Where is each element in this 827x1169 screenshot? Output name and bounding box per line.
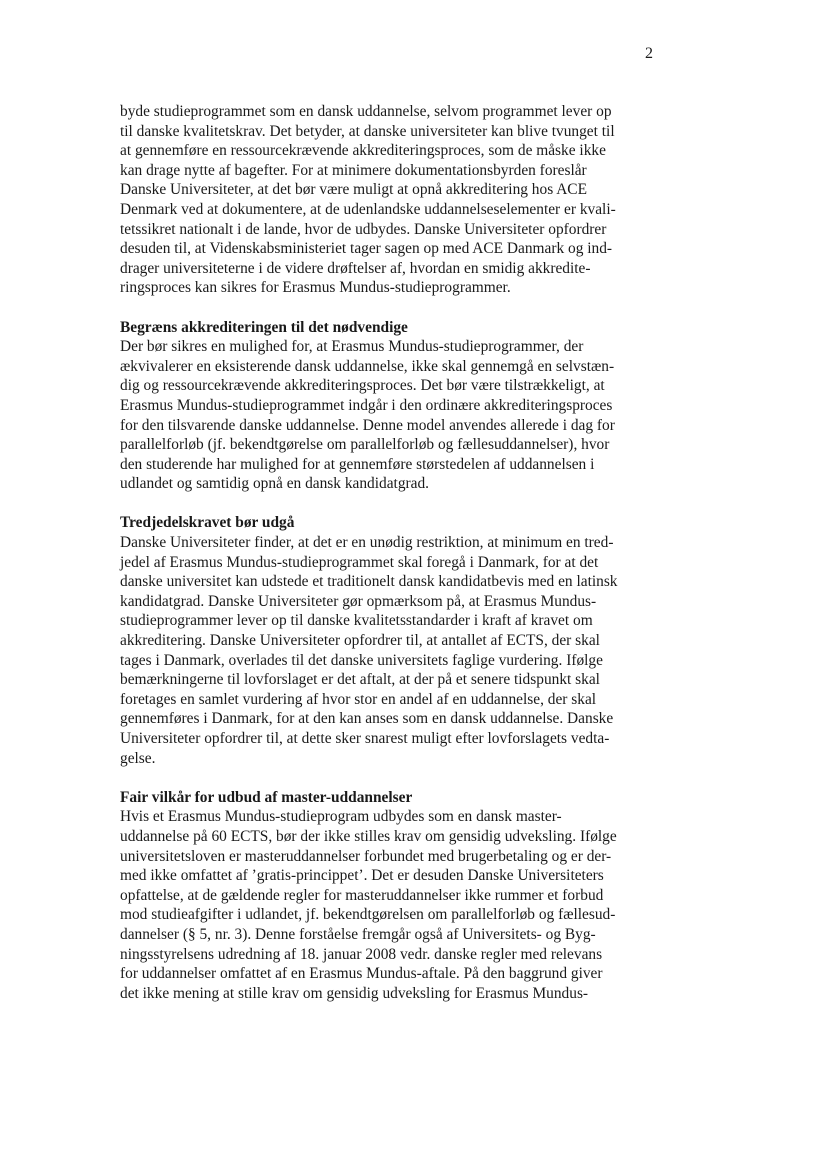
section-tredjedelskravet bbox=[120, 513, 665, 768]
text-line: at gennemføre en ressourcekrævende akkrediteringsproces, som de måske ikke bbox=[120, 142, 606, 160]
text-line: Denmark ved at dokumentere, at de udenlandske uddannelseselementer er kvali- bbox=[120, 200, 616, 218]
text-line: for uddannelser omfattet af en Erasmus Mundus-aftale. På den baggrund giver bbox=[120, 965, 603, 983]
page-number: 2 bbox=[645, 45, 653, 62]
section-heading: Begræns akkrediteringen til det nødvendige bbox=[120, 318, 408, 336]
text-line: drager universiteterne i de videre drøftelser af, hvordan en smidig akkredite- bbox=[120, 259, 591, 277]
text-line: kandidatgrad. Danske Universiteter gør opmærksom på, at Erasmus Mundus- bbox=[120, 592, 597, 610]
text-line: udlandet og samtidig opnå en dansk kandidatgrad. bbox=[120, 475, 430, 493]
text-line: for den tilsvarende danske uddannelse. Denne model anvendes allerede i dag for bbox=[120, 416, 615, 434]
text-line: parallelforløb (jf. bekendtgørelse om parallelforløb og fællesuddannelser), hvor bbox=[120, 436, 610, 454]
text-line: Hvis et Erasmus Mundus-studieprogram udbydes som en dansk master- bbox=[120, 808, 562, 826]
text-line: Der bør sikres en mulighed for, at Erasmus Mundus-studieprogrammer, der bbox=[120, 338, 584, 356]
text-line: desuden til, at Videnskabsministeriet tager sagen op med ACE Danmark og ind- bbox=[120, 240, 613, 258]
section-master-uddannelser bbox=[120, 788, 665, 1004]
text-line: Danske Universiteter finder, at det er en unødig restriktion, at minimum en tred- bbox=[120, 534, 614, 552]
text-line: dannelser (§ 5, nr. 3). Denne forståelse fremgår også af Universitets- og Byg- bbox=[120, 925, 596, 943]
text-line: mod studieafgifter i udlandet, jf. bekendtgørelsen om parallelforløb og fællesud- bbox=[120, 906, 616, 924]
text-line: gelse. bbox=[120, 749, 156, 767]
text-line: bemærkningerne til lovforslaget er det aftalt, at der på et senere tidspunkt skal bbox=[120, 671, 600, 689]
text-line: det ikke mening at stille krav om gensidig udveksling for Erasmus Mundus- bbox=[120, 984, 589, 1002]
section-heading: Tredjedelskravet bør udgå bbox=[120, 514, 295, 532]
text-line: ækvivalerer en eksisterende dansk uddannelse, ikke skal gennemgå en selvstæn- bbox=[120, 357, 615, 375]
text-line: jedel af Erasmus Mundus-studieprogrammet skal foregå i Danmark, for at det bbox=[120, 553, 599, 571]
text-line: studieprogrammer lever op til danske kvalitetsstandarder i kraft af kravet om bbox=[120, 612, 593, 630]
text-line: byde studieprogrammet som en dansk uddannelse, selvom programmet lever op bbox=[120, 103, 612, 120]
text-line: Danske Universiteter, at det bør være muligt at opnå akkreditering hos ACE bbox=[120, 181, 587, 199]
text-line: tages i Danmark, overlades til det danske universitets faglige vurdering. Ifølge bbox=[120, 651, 603, 669]
text-line: ningsstyrelsens udredning af 18. januar 2008 vedr. danske regler med relevans bbox=[120, 945, 603, 963]
text-line: gennemføres i Danmark, for at den kan anses som en dansk uddannelse. Danske bbox=[120, 710, 614, 728]
text-line: den studerende har mulighed for at gennemføre størstedelen af uddannelsen i bbox=[120, 455, 595, 473]
text-line: foretages en samlet vurdering af hvor stor en andel af en uddannelse, der skal bbox=[120, 690, 597, 708]
text-line: akkreditering. Danske Universiteter opfordrer til, at antallet af ECTS, der skal bbox=[120, 632, 600, 650]
text-line: Erasmus Mundus-studieprogrammet indgår i den ordinære akkrediteringsproces bbox=[120, 396, 613, 414]
text-line: kan drage nytte af bagefter. For at minimere dokumentationsbyrden foreslår bbox=[120, 161, 587, 179]
text-line: dig og ressourcekrævende akkrediteringsproces. Det bør være tilstrækkeligt, at bbox=[120, 377, 605, 395]
text-line: tetssikret nationalt i de lande, hvor de udbydes. Danske Universiteter opfordrer bbox=[120, 220, 607, 238]
text-line: danske universitet kan udstede et traditionelt dansk kandidatbevis med en latinsk bbox=[120, 573, 618, 591]
text-line: med ikke omfattet af ’gratis-princippet’. Det er desuden Danske Universiteters bbox=[120, 867, 604, 885]
intro-paragraph bbox=[120, 102, 665, 298]
section-akkreditering bbox=[120, 318, 665, 494]
text-line: Universiteter opfordrer til, at dette sker snarest muligt efter lovforslagets vedta- bbox=[120, 730, 610, 747]
section-heading: Fair vilkår for udbud af master-uddannelser bbox=[120, 788, 413, 806]
text-line: universitetsloven er masteruddannelser forbundet med brugerbetaling og er der- bbox=[120, 847, 612, 865]
text-line: opfattelse, at de gældende regler for masteruddannelser ikke rummer et forbud bbox=[120, 886, 604, 904]
text-line: til danske kvalitetskrav. Det betyder, at danske universiteter kan blive tvunget til bbox=[120, 122, 615, 140]
document-body bbox=[120, 102, 665, 1003]
text-line: uddannelse på 60 ECTS, bør der ikke stilles krav om gensidig udveksling. Ifølge bbox=[120, 827, 617, 845]
text-line: ringsproces kan sikres for Erasmus Mundus-studieprogrammer. bbox=[120, 279, 511, 297]
